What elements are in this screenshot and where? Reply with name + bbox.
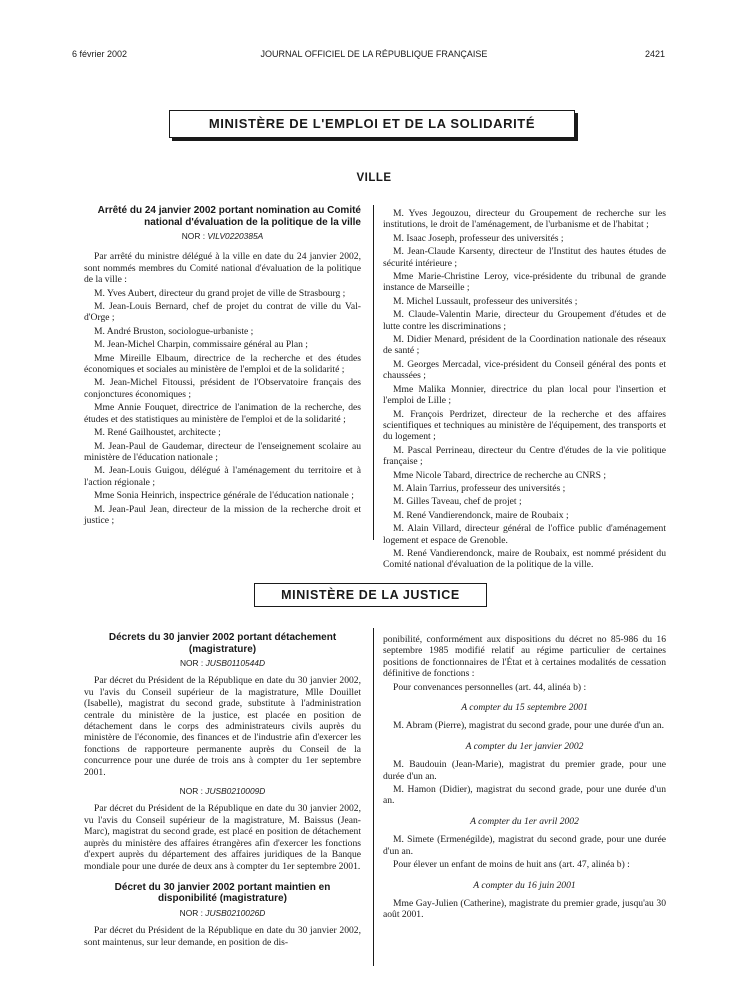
header-date: 6 février 2002: [72, 49, 128, 59]
member-entry: M. Michel Lussault, professeur des universités ;: [393, 295, 578, 307]
justice-right-column: [383, 634, 666, 923]
member-entry: M. Gilles Taveau, chef de projet ;: [393, 496, 522, 508]
magistrate-entry: M. Hamon (Didier), magistrat du second grade, pour une durée d'un an.: [383, 784, 666, 807]
member-entry: M. Alain Villard, directeur général de l'office public d'aménagement logement et espace de Grenoble.: [383, 523, 666, 546]
member-entry: Mme Malika Monnier, directrice du plan local pour l'insertion et l'emploi de Lille ;: [383, 383, 666, 407]
member-entry: M. Yves Aubert, directeur du grand projet de ville de Strasbourg ;: [94, 287, 346, 299]
ministry-emploi-title: MINISTÈRE DE L'EMPLOI ET DE LA SOLIDARITÉ: [169, 110, 575, 138]
ville-left-column: [84, 205, 361, 528]
member-entry: Mme Nicole Tabard, directrice de recherche au CNRS ;: [393, 469, 607, 481]
member-entry: M. Alain Tarrius, professeur des universités ;: [393, 482, 566, 494]
member-entry: M. Jean-Michel Fitoussi, président de l'Observatoire français des conjonctures économiques ;: [84, 377, 361, 400]
member-entry: Mme Sonia Heinrich, inspectrice générale de l'éducation nationale ;: [94, 490, 354, 502]
member-entry: M. Pascal Perrineau, directeur du Centre d'études de la vie politique française ;: [383, 444, 666, 468]
member-entry: Mme Marie-Christine Leroy, vice-présidente du tribunal de grande instance de Marseille ;: [383, 271, 666, 294]
arrete-closing: M. René Vandierendonck, maire de Roubaix, est nommé président du Comité national d'évaluation de la politique de la ville.: [383, 547, 666, 571]
column-divider: [373, 628, 374, 966]
member-entry: M. François Perdrizet, directeur de la recherche et des affaires scientifiques et techniques au ministère de l'équipement, des transports et du logement ;: [383, 408, 666, 443]
magistrate-entry: Mme Gay-Julien (Catherine), magistrate du premier grade, jusqu'au 30 août 2001.: [383, 897, 666, 921]
column-divider: [373, 205, 374, 540]
member-entry: M. Isaac Joseph, professeur des universités ;: [393, 232, 564, 244]
arrete-title: Arrêté du 24 janvier 2002 portant nomination au Comité national d'évaluation de la politique de la ville: [97, 205, 361, 228]
decret1-text: Par décret du Président de la République en date du 30 janvier 2002, vu l'avis du Conseil supérieur de la magistrature, Mlle Douillet (Isabelle), magistrat du second grade, substitute à l'administration centrale du ministère de la justice, est placée en position de détachement dans le corps des administrateurs civils auprès du ministère de l'économie, des finances et de l'industrie afin d'exercer les fonctions de rapporteure permanente auprès du Conseil de la concurrence pour une durée de trois ans à compter du 1er septembre 2001.: [84, 675, 361, 778]
member-entry: M. Yves Jegouzou, directeur du Groupement de recherche sur les institutions, le droit de l'aménagement, de l'urbanisme et de l'habitat ;: [383, 208, 666, 231]
member-entry: M. Jean-Louis Bernard, chef de projet du contrat de ville du Val-d'Orge ;: [84, 301, 361, 324]
decret2-nor: NOR : JUSB0210009D: [179, 786, 266, 797]
header-journal-title: JOURNAL OFFICIEL DE LA RÉPUBLIQUE FRANÇAISE: [260, 49, 488, 59]
decret3-text-continued: ponibilité, conformément aux dispositions du décret no 85-986 du 16 septembre 1985 modifié relatif au régime particulier de certaines positions de fonctionnaires de l'État et à certaines modalités de cessation définitive de fonctions :: [383, 634, 666, 680]
ministry-justice-title: MINISTÈRE DE LA JUSTICE: [254, 583, 487, 607]
member-entry: M. Georges Mercadal, vice-président du Conseil général des ponts et chaussées ;: [383, 358, 666, 382]
effective-date-heading: A compter du 1er avril 2002: [470, 815, 579, 827]
section-ville-heading: VILLE: [356, 172, 392, 184]
magistrate-entry: M. Abram (Pierre), magistrat du second grade, pour une durée d'un an.: [393, 720, 665, 732]
magistrate-entry: Pour élever un enfant de moins de huit ans (art. 47, alinéa b) :: [393, 859, 630, 871]
member-entry: M. Jean-Michel Charpin, commissaire général au Plan ;: [94, 339, 308, 351]
justice-left-column: [84, 632, 361, 950]
decret3-nor: NOR : JUSB0210026D: [179, 907, 266, 918]
member-entry: M. Jean-Claude Karsenty, directeur de l'Institut des hautes études de sécurité intérieure ;: [383, 246, 666, 269]
effective-date-heading: A compter du 15 septembre 2001: [461, 702, 588, 714]
member-entry: M. Jean-Paul Jean, directeur de la mission de la recherche droit et justice ;: [84, 503, 361, 526]
member-entry: M. Jean-Louis Guigou, délégué à l'aménagement du territoire et à l'action régionale ;: [84, 465, 361, 488]
header-page-number: 2421: [645, 49, 666, 59]
decret3-text-start: Par décret du Président de la République en date du 30 janvier 2002, sont maintenus, sur leur demande, en position de dis-: [84, 925, 361, 948]
member-entry: Mme Annie Fouquet, directrice de l'animation de la recherche, des études et des statistiques au ministère de l'emploi et de la solidarité ;: [84, 402, 361, 425]
member-entry: M. André Bruston, sociologue-urbaniste ;: [94, 325, 254, 337]
member-entry: Mme Mireille Elbaum, directrice de la recherche et des études économiques et sociales au ministère de l'emploi et de la solidarité ;: [84, 352, 361, 376]
member-entry: M. Jean-Paul de Gaudemar, directeur de l'enseignement scolaire au ministère de l'éducation nationale ;: [84, 440, 361, 463]
decret3-title: Décret du 30 janvier 2002 portant maintien en disponibilité (magistrature): [114, 881, 331, 905]
magistrate-entry: M. Baudouin (Jean-Marie), magistrat du premier grade, pour une durée d'un an.: [383, 759, 666, 782]
member-entry: M. Claude-Valentin Marie, directeur du Groupement d'études et de lutte contre les discriminations ;: [383, 309, 666, 332]
arrete-intro: Par arrêté du ministre délégué à la ville en date du 24 janvier 2002, sont nommés membres du Comité national d'évaluation de la politique de la ville :: [84, 251, 361, 286]
ville-right-column: [383, 208, 666, 573]
disponibilite-groups: [383, 702, 666, 921]
decret1-nor: NOR : JUSB0110544D: [179, 658, 266, 668]
members-left-list: [84, 288, 361, 527]
effective-date-heading: A compter du 1er janvier 2002: [465, 740, 584, 752]
members-right-list: [383, 208, 666, 546]
member-entry: M. René Vandierendonck, maire de Roubaix ;: [393, 509, 569, 521]
member-entry: M. René Gailhoustet, architecte ;: [94, 427, 221, 439]
member-entry: M. Didier Menard, président de la Coordination nationale des réseaux de santé ;: [383, 334, 666, 357]
arrete-nor: NOR : VILV0220385A: [181, 231, 264, 241]
convenances-label: Pour convenances personnelles (art. 44, alinéa b) :: [393, 681, 587, 693]
decret2-text: Par décret du Président de la République en date du 30 janvier 2002, vu l'avis du Conseil supérieur de la magistrature, M. Baissus (Jean-Marc), magistrat du second grade, est placé en position de détachement auprès du ministère des affaires étrangères afin d'exercer les fonctions d'expert auprès du département des affaires juridiques de la Banque mondiale pour une durée de deux ans à compter du 1er septembre 2001.: [84, 803, 361, 872]
effective-date-heading: A compter du 16 juin 2001: [473, 879, 576, 891]
decret1-title: Décrets du 30 janvier 2002 portant détachement (magistrature): [108, 632, 337, 655]
magistrate-entry: M. Simete (Ermenégilde), magistrat du second grade, pour une durée d'un an.: [383, 834, 666, 857]
